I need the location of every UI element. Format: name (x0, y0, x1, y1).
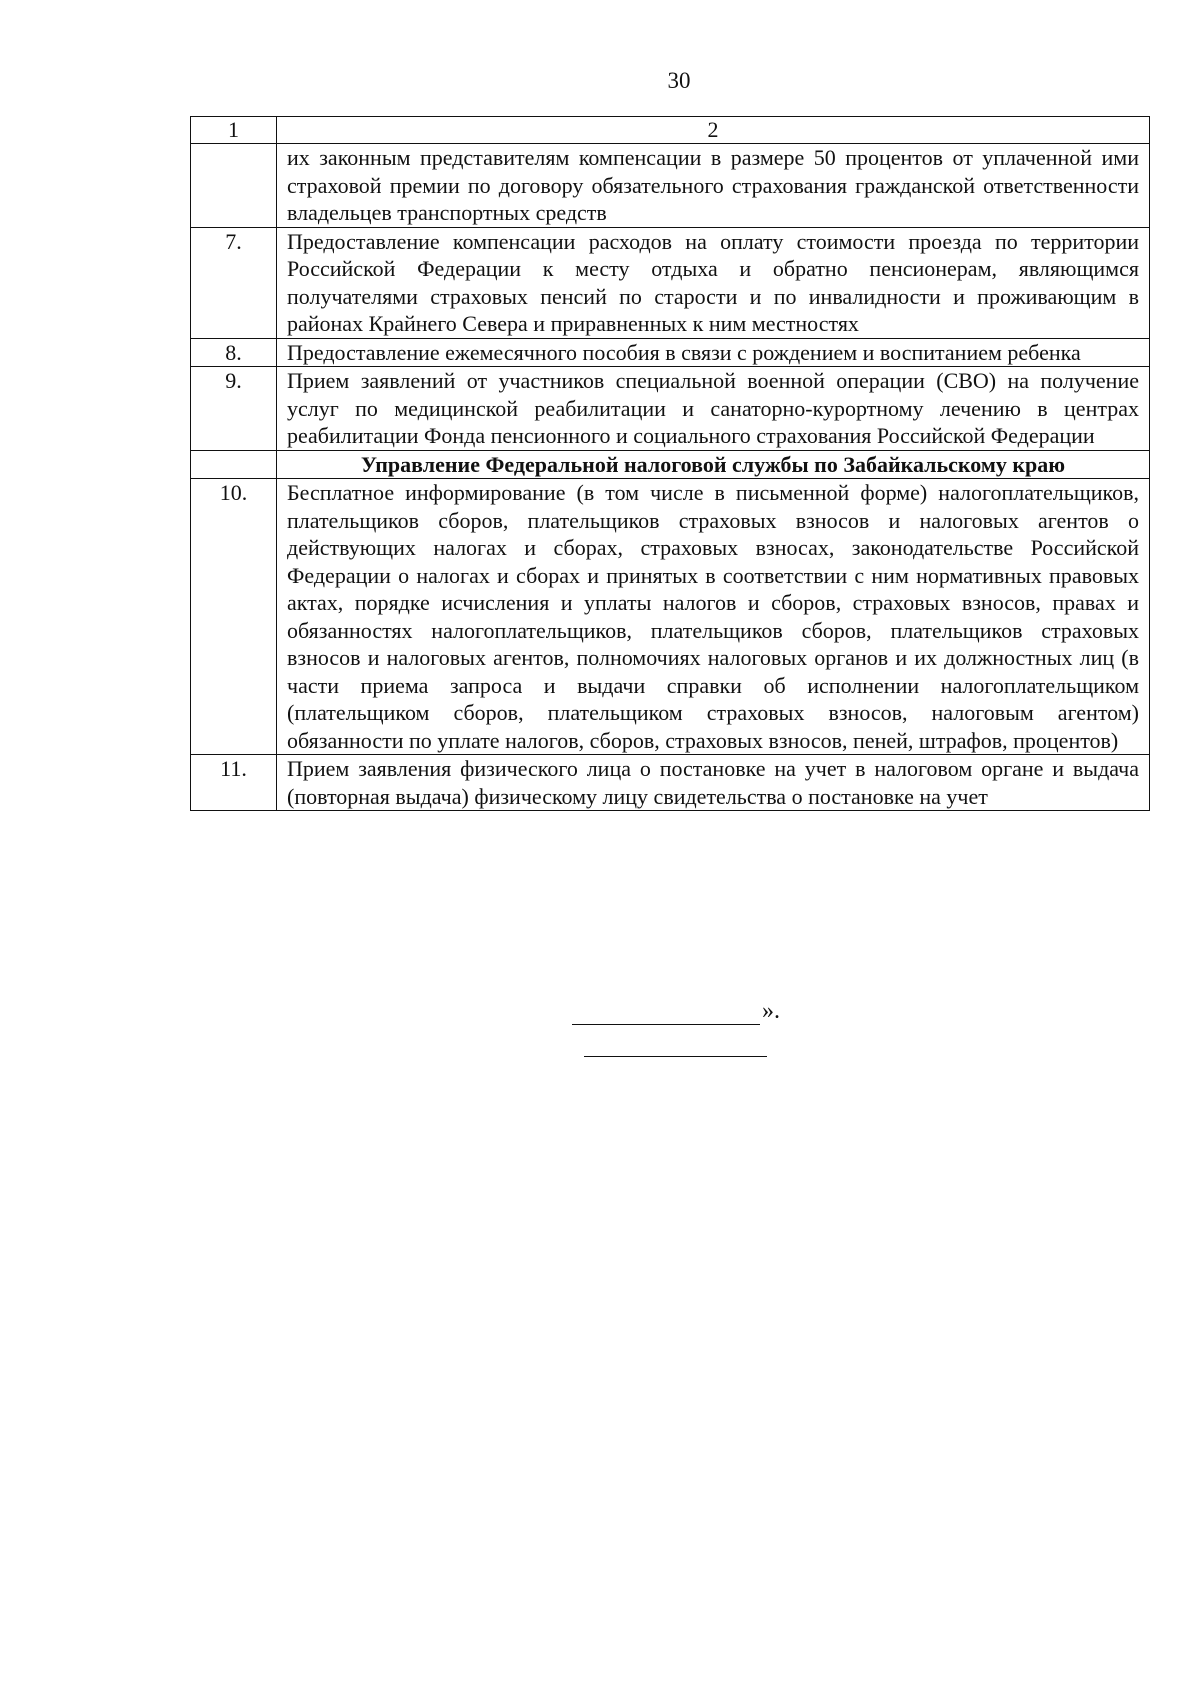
row-text: Бесплатное информирование (в том числе в письменной форме) налогоплательщиков, плательщиков сборов, плательщиков страховых взносов и налоговых агентов о действующих налогах и сборах, страховых взносах, законодательстве Российской Федерации о налогах и сборах и принятых в соответствии с ним нормативных правовых актах, порядке исчисления и уплаты налогов и сборов, страховых взносов, правах и обязанностях налогоплательщиков, плательщиков сборов, плательщиков страховых взносов и налоговых агентов, полномочиях налоговых органов и их должностных лиц (в части приема запроса и выдачи справки об исполнении налогоплательщиком (плательщиком сборов, плательщиком страховых взносов, налоговым агентом) обязанности по уплате налогов, сборов, страховых взносов, пеней, штрафов, процентов) (277, 479, 1150, 755)
column-text-header: 2 (277, 117, 1150, 144)
closing-quote-mark: ». (762, 998, 780, 1024)
section-heading-row (191, 450, 1150, 479)
services-table (190, 116, 1150, 811)
table-row (191, 144, 1150, 228)
row-number: 7. (191, 227, 277, 338)
row-text: Предоставление ежемесячного пособия в связи с рождением и воспитанием ребенка (277, 338, 1150, 367)
row-text: Прием заявлений от участников специальной военной операции (СВО) на получение услуг по медицинской реабилитации и санаторно-курортному лечению в центрах реабилитации Фонда пенсионного и социального страхования Российской Федерации (277, 367, 1150, 451)
table-row (191, 479, 1150, 755)
row-number (191, 144, 277, 228)
row-number: 11. (191, 755, 277, 811)
column-number-header: 1 (191, 117, 277, 144)
table-row (191, 338, 1150, 367)
row-text: Прием заявления физического лица о постановке на учет в налоговом органе и выдача (повторная выдача) физическому лицу свидетельства о постановке на учет (277, 755, 1150, 811)
row-text: их законным представителям компенсации в размере 50 процентов от уплаченной ими страховой премии по договору обязательного страхования гражданской ответственности владельцев транспортных средств (277, 144, 1150, 228)
end-rule (584, 1056, 767, 1057)
closing-line (572, 998, 780, 1025)
table-header-row (191, 117, 1150, 144)
row-number: 9. (191, 367, 277, 451)
blank-underline (572, 1000, 760, 1025)
row-text: Предоставление компенсации расходов на оплату стоимости проезда по территории Российской Федерации к месту отдыха и обратно пенсионерам, являющимся получателями страховых пенсий по старости и по инвалидности и проживающим в районах Крайнего Севера и приравненных к ним местностях (277, 227, 1150, 338)
table-row (191, 227, 1150, 338)
row-number (191, 450, 277, 479)
section-heading: Управление Федеральной налоговой службы по Забайкальскому краю (277, 450, 1150, 479)
page-number: 30 (667, 68, 691, 93)
row-number: 8. (191, 338, 277, 367)
table-row (191, 367, 1150, 451)
row-number: 10. (191, 479, 277, 755)
table-row (191, 755, 1150, 811)
